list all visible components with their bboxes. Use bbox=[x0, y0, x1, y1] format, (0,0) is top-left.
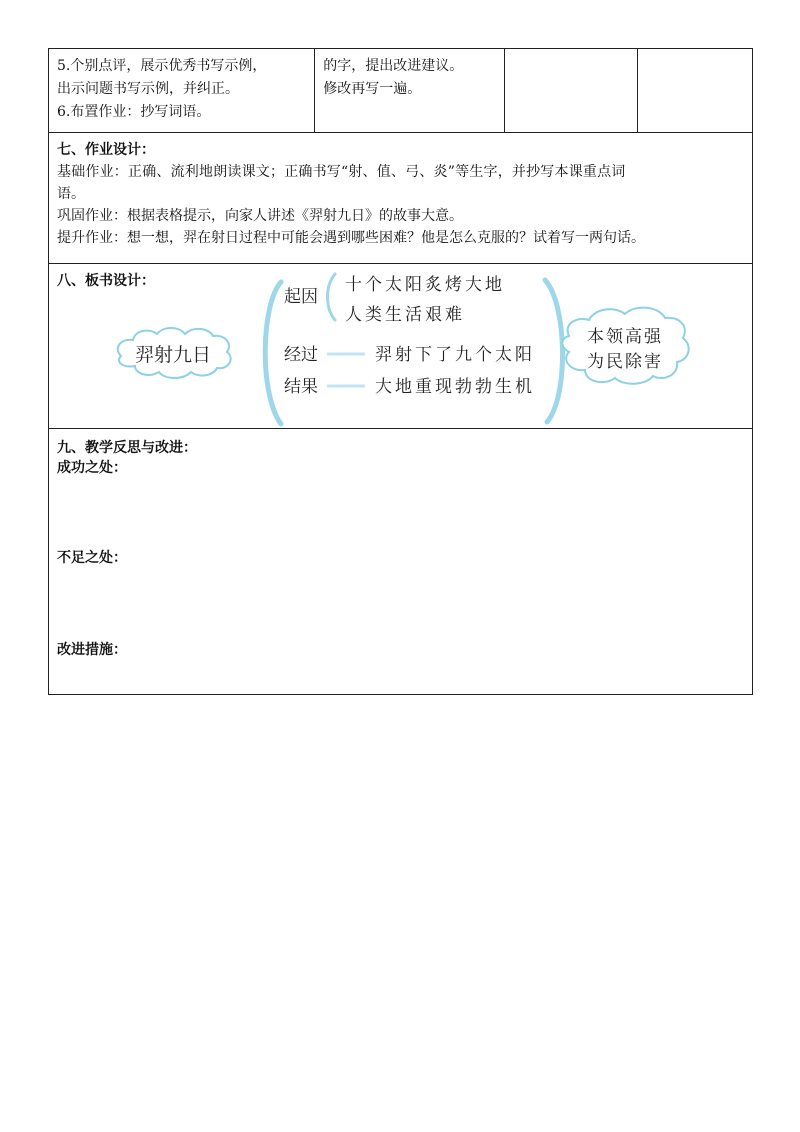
text-line: 修改再写一遍。 bbox=[323, 81, 422, 97]
section-title: 八、板书设计： bbox=[57, 273, 155, 289]
right-bracket bbox=[545, 280, 563, 422]
basic-homework: 基础作业：正确、流利地朗读课文；正确书写“射、值、弓、炎”等生字，并抄写本课重点词 bbox=[57, 164, 626, 180]
section-title: 七、作业设计： bbox=[57, 142, 155, 158]
right-cloud-line-2: 为民除害 bbox=[587, 352, 663, 372]
result-text: 大地重现勃勃生机 bbox=[375, 377, 535, 397]
section-title: 九、教学反思与改进： bbox=[57, 440, 197, 456]
right-cloud-line-1: 本领高强 bbox=[587, 327, 663, 347]
process-text: 羿射下了九个太阳 bbox=[375, 345, 535, 365]
empty-cell bbox=[505, 49, 639, 132]
result-label: 结果 bbox=[284, 377, 318, 397]
extend-homework: 提升作业：想一想，羿在射日过程中可能会遇到哪些困难？他是怎么克服的？试着写一两句话。 bbox=[57, 230, 645, 246]
left-bracket bbox=[265, 282, 281, 424]
consolidate-homework: 巩固作业：根据表格提示，向家人讲述《羿射九日》的故事大意。 bbox=[57, 208, 463, 224]
text-line: 出示问题书写示例，并纠正。 bbox=[57, 81, 239, 97]
cause-line-2: 人类生活艰难 bbox=[345, 305, 465, 325]
text-line: 5.个别点评，展示优秀书写示例， bbox=[57, 58, 267, 74]
homework-section bbox=[49, 133, 752, 264]
lesson-plan-table bbox=[48, 48, 753, 695]
board-design-section bbox=[49, 264, 752, 429]
cause-label: 起因 bbox=[284, 287, 318, 307]
reflection-section bbox=[49, 429, 752, 694]
teacher-activity-cell bbox=[49, 49, 315, 132]
success-label: 成功之处： bbox=[57, 460, 127, 476]
text-line: 的字，提出改进建议。 bbox=[323, 58, 464, 74]
teaching-process-row bbox=[49, 49, 752, 133]
shortfall-label: 不足之处： bbox=[57, 550, 127, 566]
basic-homework-cont: 语。 bbox=[57, 186, 85, 202]
improve-label: 改进措施： bbox=[57, 642, 127, 658]
process-label: 经过 bbox=[284, 345, 318, 365]
empty-cell bbox=[638, 49, 752, 132]
student-activity-cell bbox=[315, 49, 504, 132]
cause-bracket bbox=[328, 274, 336, 320]
text-line: 6.布置作业：抄写词语。 bbox=[57, 104, 211, 120]
cause-line-1: 十个太阳炙烤大地 bbox=[345, 275, 505, 295]
center-cloud-text: 羿射九日 bbox=[134, 344, 212, 366]
